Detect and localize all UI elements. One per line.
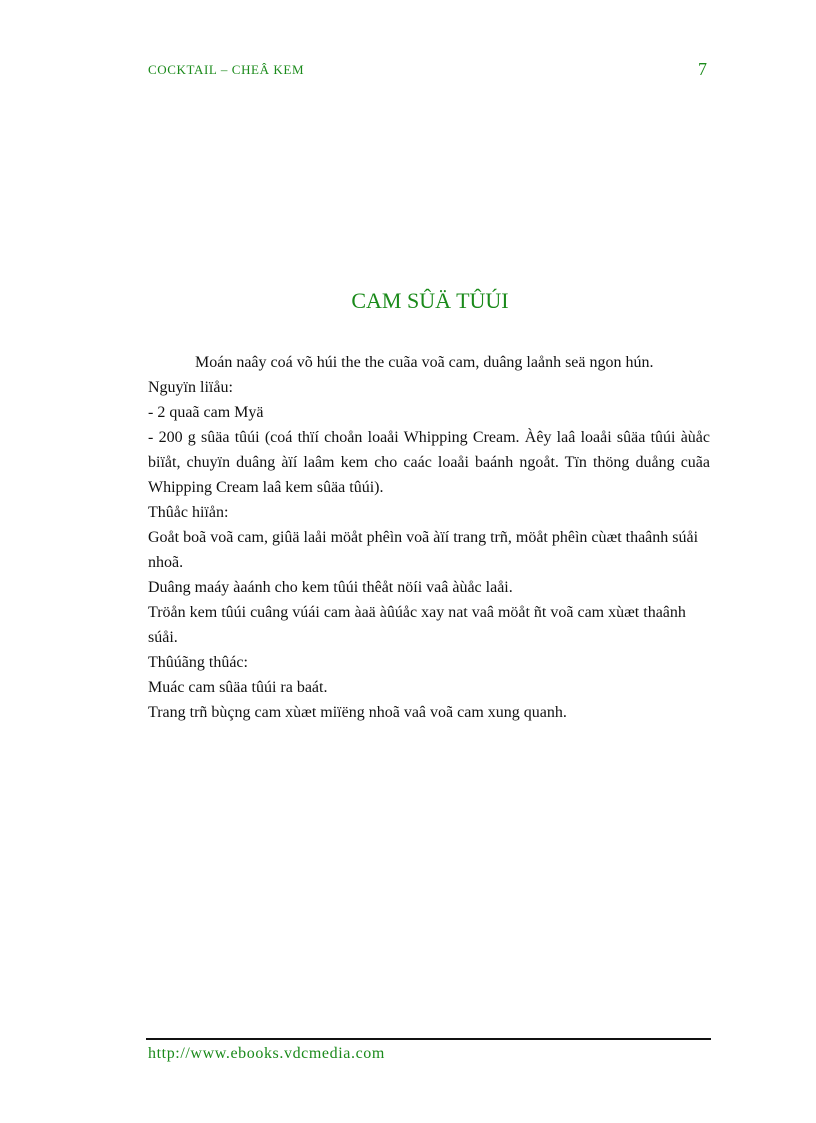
recipe-body — [148, 350, 710, 725]
footer-url-link[interactable]: http://www.ebooks.vdcmedia.com — [148, 1045, 385, 1062]
footer-divider — [146, 1038, 711, 1040]
page-number: 7 — [698, 59, 707, 79]
ingredient-item: - 2 quaã cam Myä — [148, 404, 264, 421]
ingredients-heading: Nguyïn liïåu: — [148, 379, 233, 396]
step-item: Goåt boã voã cam, giûä laåi möåt phêìn voã àïí trang trñ, möåt phêìn cùæt thaânh súåi nhoã. — [148, 529, 699, 571]
ingredient-item: - 200 g sûäa tûúi (coá thïí choån loaåi Whipping Cream. Àêy laâ loaåi sûäa tûúi àùåc biïåt, chuyïn duâng àïí laâm kem cho caác loaåi baánh ngoåt. Tïn thöng duång cuãa Whipping Cream laâ kem sûäa tûúi). — [148, 429, 710, 496]
steps-heading: Thûåc hiïån: — [148, 504, 229, 521]
intro-paragraph: Moán naây coá võ húi the the cuãa voã cam, duâng laånh seä ngon hún. — [195, 354, 654, 371]
step-item: Tröån kem tûúi cuâng vúái cam àaä àûúåc xay nat vaâ möåt ñt voã cam xùæt thaânh súåi. — [148, 604, 686, 646]
serving-item: Trang trñ bùçng cam xùæt miïëng nhoã vaâ voã cam xung quanh. — [148, 704, 567, 721]
serving-heading: Thûúãng thûác: — [148, 654, 248, 671]
recipe-title: CAM SÛÄ TÛÚI — [351, 288, 509, 313]
running-header: COCKTAIL – CHEÂ KEM — [148, 62, 305, 77]
serving-item: Muác cam sûäa tûúi ra baát. — [148, 679, 328, 696]
step-item: Duâng maáy àaánh cho kem tûúi thêåt nöíi vaâ àùåc laåi. — [148, 579, 513, 596]
